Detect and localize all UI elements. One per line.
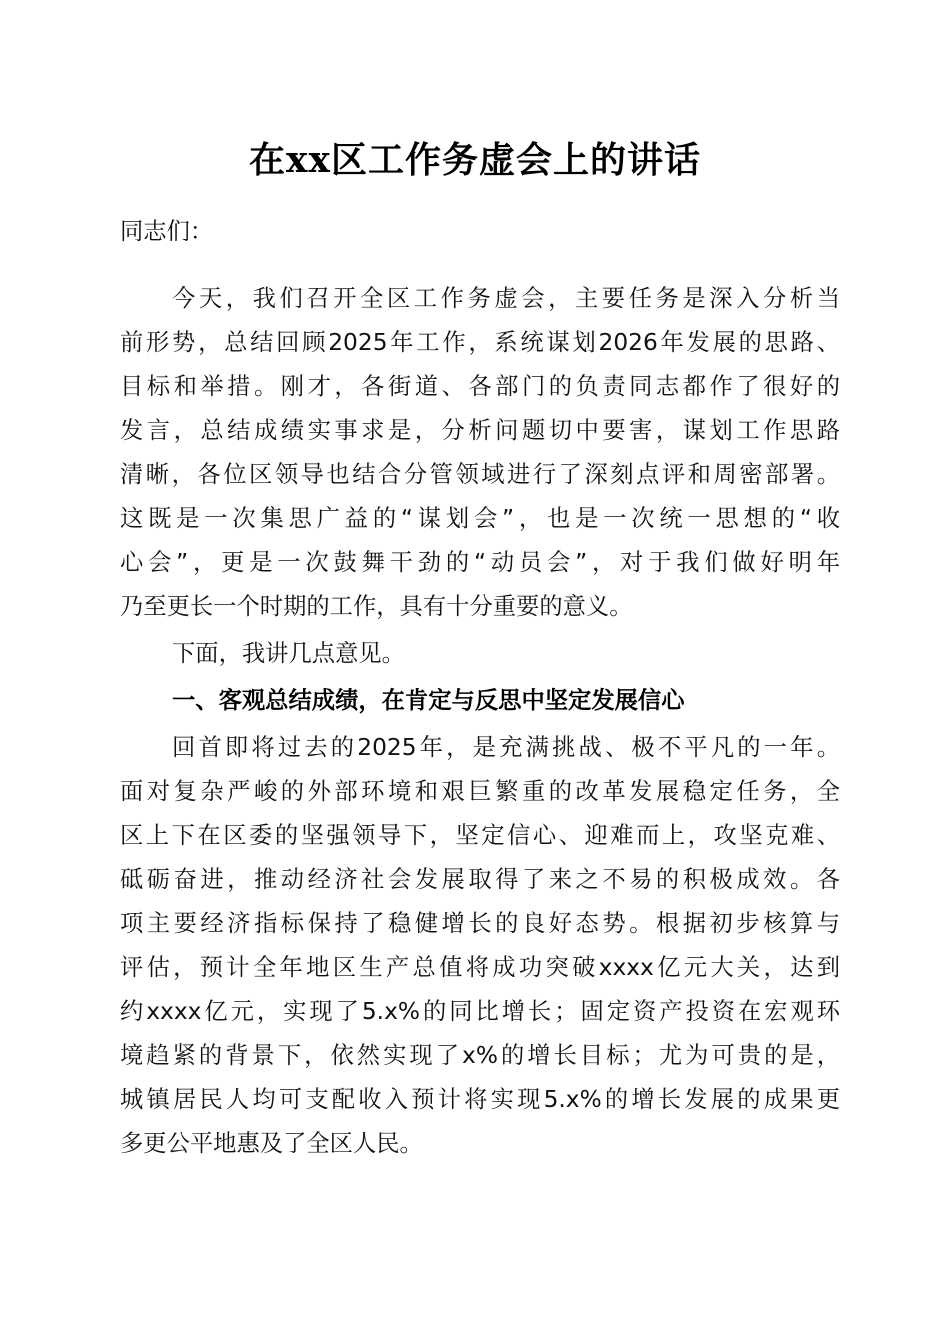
paragraph3-line-3: 区上下在区委的坚强领导下，坚定信心、迎难而上，攻坚克难、 <box>120 822 840 849</box>
paragraph3-line-7: 约xxxx亿元，实现了5.x%的同比增长；固定资产投资在宏观环 <box>120 998 840 1025</box>
paragraph1-line-1: 今天，我们召开全区工作务虚会，主要任务是深入分析当 <box>172 285 840 312</box>
paragraph3-line-1: 回首即将过去的2025年，是充满挑战、极不平凡的一年。 <box>172 734 840 761</box>
paragraph3-line-9: 城镇居民人均可支配收入预计将实现5.x%的增长发展的成果更 <box>120 1086 840 1113</box>
paragraph1-line-6: 这既是一次集思广益的“谋划会”，也是一次统一思想的“收 <box>120 505 840 532</box>
paragraph3-line-5: 项主要经济指标保持了稳健增长的良好态势。根据初步核算与 <box>120 910 840 937</box>
document-body <box>120 210 840 1160</box>
paragraph1-line-3: 目标和举措。刚才，各街道、各部门的负责同志都作了很好的 <box>120 373 840 400</box>
paragraph3-line-4: 砥砺奋进，推动经济社会发展取得了来之不易的积极成效。各 <box>120 866 840 893</box>
paragraph1-line-5: 清晰，各位区领导也结合分管领域进行了深刻点评和周密部署。 <box>120 461 840 488</box>
paragraph3-line-2: 面对复杂严峻的外部环境和艰巨繁重的改革发展稳定任务，全 <box>120 778 840 805</box>
paragraph3-line-6: 评估，预计全年地区生产总值将成功突破xxxx亿元大关，达到 <box>120 954 840 981</box>
document-title: 在xx区工作务虚会上的讲话 <box>249 139 701 181</box>
salutation: 同志们： <box>120 218 214 245</box>
paragraph2: 下面，我讲几点意见。 <box>172 640 405 667</box>
paragraph1-line-7: 心会”，更是一次鼓舞干劲的“动员会”，对于我们做好明年 <box>120 549 840 576</box>
paragraph3-line-8: 境趋紧的背景下，依然实现了x%的增长目标；尤为可贵的是， <box>120 1042 840 1069</box>
paragraph1-line-4: 发言，总结成绩实事求是，分析问题切中要害，谋划工作思路 <box>120 417 840 444</box>
paragraph1-line-2: 前形势，总结回顾2025年工作，系统谋划2026年发展的思路、 <box>120 329 840 356</box>
section1-heading: 一、客观总结成绩，在肯定与反思中坚定发展信心 <box>172 687 685 714</box>
paragraph3-line-10: 多更公平地惠及了全区人民。 <box>120 1130 423 1157</box>
paragraph1-line-8: 乃至更长一个时期的工作，具有十分重要的意义。 <box>120 593 633 620</box>
